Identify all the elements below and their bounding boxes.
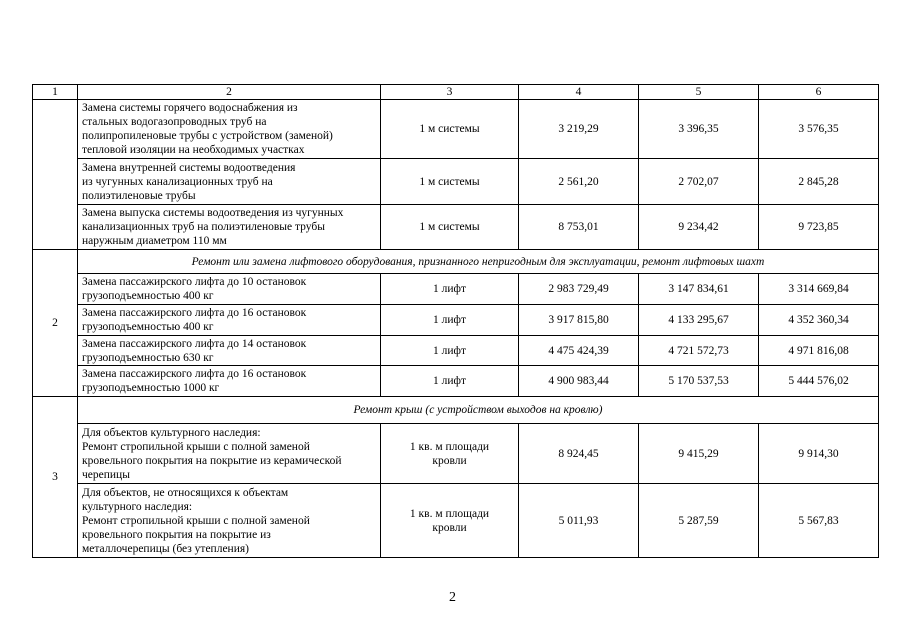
item-unit: 1 лифт [381, 305, 519, 336]
section-header-row [33, 250, 879, 274]
item-value-col4: 4 900 983,44 [519, 366, 639, 397]
item-unit: 1 лифт [381, 274, 519, 305]
item-description: Замена пассажирского лифта до 16 остановок грузоподъемностью 1000 кг [78, 366, 381, 397]
item-value-col5: 9 415,29 [639, 424, 759, 484]
item-value-col5: 5 287,59 [639, 484, 759, 558]
item-unit: 1 м системы [381, 205, 519, 250]
item-value-col5: 4 133 295,67 [639, 305, 759, 336]
item-value-col6: 2 845,28 [759, 159, 879, 205]
item-value-col4: 8 924,45 [519, 424, 639, 484]
item-value-col4: 8 753,01 [519, 205, 639, 250]
item-value-col4: 5 011,93 [519, 484, 639, 558]
item-value-col4: 3 917 815,80 [519, 305, 639, 336]
header-cell: 2 [78, 85, 381, 100]
item-description: Для объектов культурного наследия: Ремонт стропильной крыши с полной заменой кровельного покрытия на покрытие из керамической черепицы [78, 424, 381, 484]
item-value-col4: 2 983 729,49 [519, 274, 639, 305]
table-row [33, 484, 879, 558]
item-unit: 1 лифт [381, 366, 519, 397]
item-description: Для объектов, не относящихся к объектам культурного наследия: Ремонт стропильной крыши с полной заменой кровельного покрытия на покрытие из металлочерепицы (без утепления) [78, 484, 381, 558]
table-row [33, 336, 879, 366]
item-unit: 1 м системы [381, 100, 519, 159]
section-number-cell: 2 [33, 250, 78, 397]
table-row [33, 366, 879, 397]
section-title: Ремонт крыш (с устройством выходов на кровлю) [78, 397, 879, 424]
item-value-col6: 3 576,35 [759, 100, 879, 159]
section-number-cell: 3 [33, 397, 78, 558]
header-cell: 4 [519, 85, 639, 100]
table-row [33, 274, 879, 305]
header-cell: 6 [759, 85, 879, 100]
item-unit: 1 м системы [381, 159, 519, 205]
item-description: Замена выпуска системы водоотведения из чугунных канализационных труб на полиэтиленовые трубы наружным диаметром 110 мм [78, 205, 381, 250]
item-unit: 1 кв. м площади кровли [381, 484, 519, 558]
section-title: Ремонт или замена лифтового оборудования, признанного непригодным для эксплуатации, ремонт лифтовых шахт [78, 250, 879, 274]
item-value-col6: 5 567,83 [759, 484, 879, 558]
item-description: Замена пассажирского лифта до 16 остановок грузоподъемностью 400 кг [78, 305, 381, 336]
item-value-col6: 5 444 576,02 [759, 366, 879, 397]
item-value-col5: 9 234,42 [639, 205, 759, 250]
table-row [33, 205, 879, 250]
header-row [33, 85, 879, 100]
table-row [33, 100, 879, 159]
table-row [33, 424, 879, 484]
section-number-cell [33, 100, 78, 250]
header-cell: 3 [381, 85, 519, 100]
item-description: Замена системы горячего водоснабжения из стальных водогазопроводных труб на полипропиленовые трубы с устройством (заменой) тепловой изоляции на необходимых участках [78, 100, 381, 159]
item-value-col4: 3 219,29 [519, 100, 639, 159]
item-description: Замена пассажирского лифта до 14 остановок грузоподъемностью 630 кг [78, 336, 381, 366]
item-value-col5: 3 147 834,61 [639, 274, 759, 305]
section-header-row [33, 397, 879, 424]
item-value-col5: 5 170 537,53 [639, 366, 759, 397]
page-number: 2 [449, 590, 456, 605]
item-value-col4: 2 561,20 [519, 159, 639, 205]
table-row [33, 305, 879, 336]
item-description: Замена пассажирского лифта до 10 остановок грузоподъемностью 400 кг [78, 274, 381, 305]
item-value-col5: 2 702,07 [639, 159, 759, 205]
item-unit: 1 кв. м площади кровли [381, 424, 519, 484]
item-value-col6: 3 314 669,84 [759, 274, 879, 305]
item-value-col6: 4 352 360,34 [759, 305, 879, 336]
item-value-col6: 9 914,30 [759, 424, 879, 484]
item-value-col4: 4 475 424,39 [519, 336, 639, 366]
item-value-col6: 4 971 816,08 [759, 336, 879, 366]
item-value-col5: 3 396,35 [639, 100, 759, 159]
header-cell: 1 [33, 85, 78, 100]
item-description: Замена внутренней системы водоотведения из чугунных канализационных труб на полиэтиленовые трубы [78, 159, 381, 205]
table-row [33, 159, 879, 205]
item-unit: 1 лифт [381, 336, 519, 366]
item-value-col5: 4 721 572,73 [639, 336, 759, 366]
cost-table [32, 84, 879, 558]
item-value-col6: 9 723,85 [759, 205, 879, 250]
header-cell: 5 [639, 85, 759, 100]
